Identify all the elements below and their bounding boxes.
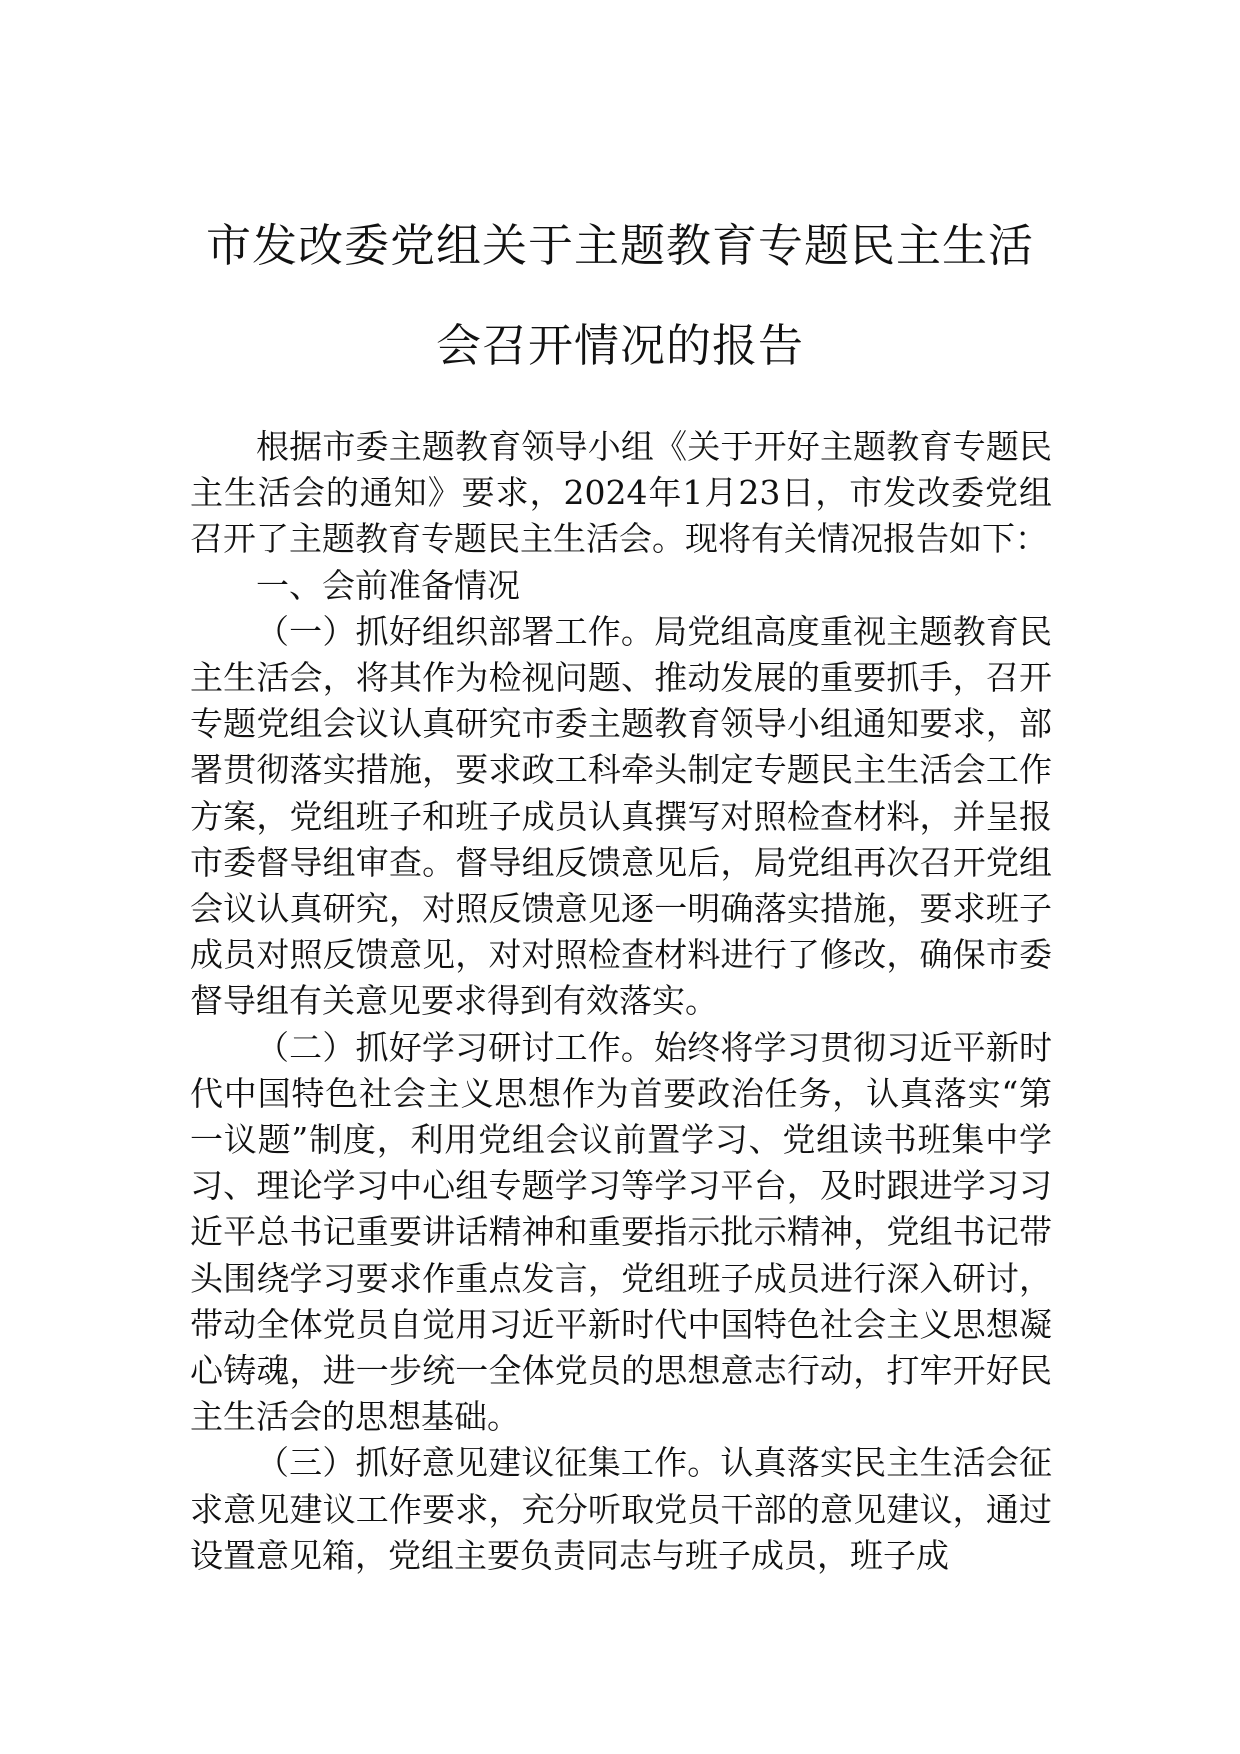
document-body	[190, 424, 1052, 1579]
title-line-2: 会召开情况的报告	[435, 319, 804, 372]
document-title	[150, 196, 1090, 396]
subsection-paragraph: （二）抓好学习研讨工作。始终将学习贯彻习近平新时代中国特色社会主义思想作为首要政治任务，认真落实“第一议题”制度，利用党组会议前置学习、党组读书班集中学习、理论学习中心组专题学习等学习平台，及时跟进学习习近平总书记重要讲话精神和重要指示批示精神，党组书记带头围绕学习要求作重点发言，党组班子成员进行深入研讨，带动全体党员自觉用习近平新时代中国特色社会主义思想凝心铸魂，进一步统一全体党员的思想意志行动，打牢开好民主生活会的思想基础。	[190, 1027, 1052, 1437]
subsection-paragraph: （一）抓好组织部署工作。局党组高度重视主题教育民主生活会，将其作为检视问题、推动发展的重要抓手，召开专题党组会议认真研究市委主题教育领导小组通知要求，部署贯彻落实措施，要求政工科牵头制定专题民主生活会工作方案，党组班子和班子成员认真撰写对照检查材料，并呈报市委督导组审查。督导组反馈意见后，局党组再次召开党组会议认真研究，对照反馈意见逐一明确落实措施，要求班子成员对照反馈意见，对对照检查材料进行了修改，确保市委督导组有关意见要求得到有效落实。	[190, 611, 1052, 1021]
subsection-paragraph: （三）抓好意见建议征集工作。认真落实民主生活会征求意见建议工作要求，充分听取党员干部的意见建议，通过设置意见箱，党组主要负责同志与班子成员，班子成	[190, 1443, 1052, 1575]
section-heading: 一、会前准备情况	[256, 565, 520, 605]
title-line-1: 市发改委党组关于主题教育专题民主生活	[205, 219, 1034, 272]
intro-paragraph: 根据市委主题教育领导小组《关于开好主题教育专题民主生活会的通知》要求，2024年1月23日，市发改委党组召开了主题教育专题民主生活会。现将有关情况报告如下：	[190, 427, 1052, 559]
